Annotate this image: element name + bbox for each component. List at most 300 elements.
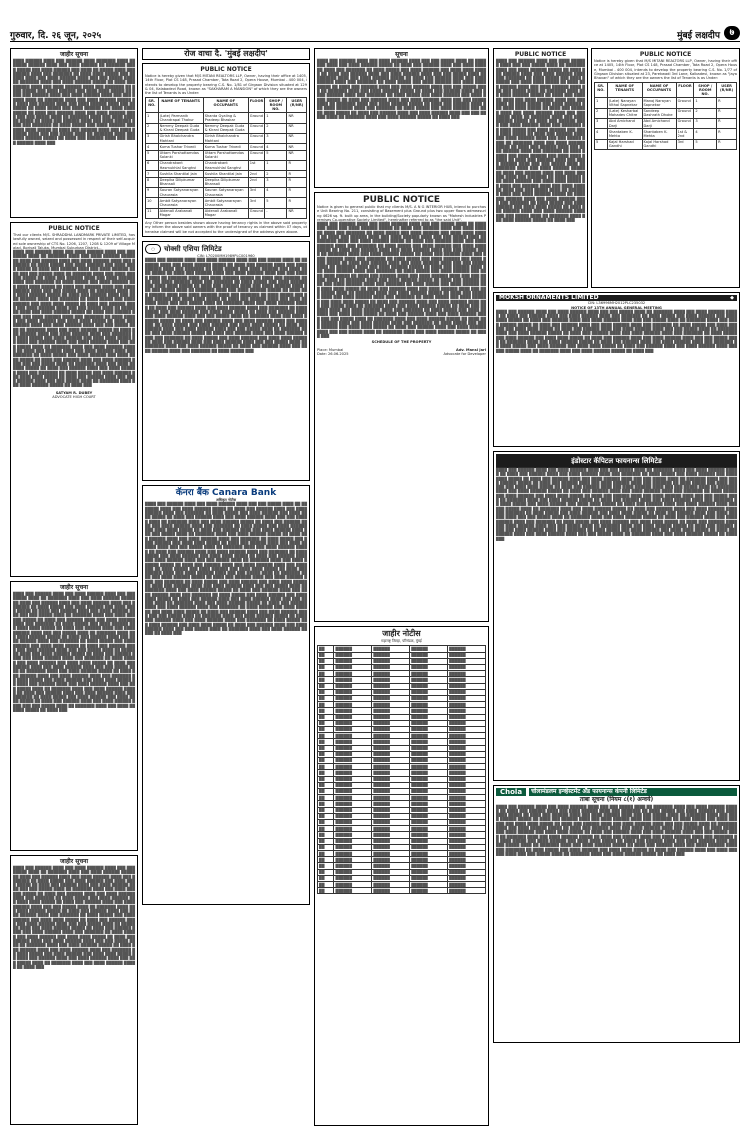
ang-notice-body: Notice is given to general public that my clients M/S. A N G INTERIOR HUB, intend to purchase Unit Bearing No. 211, consisting of Basement plus Ground plus two upper floors admeasuring 4626 sq. ft. built up area, in the building/Society popularly known as "Mahesh Industries Premises Co-operative Society Limited", hereinafter referred to as "the said Unit". — [317, 205, 486, 222]
table-cell: ██████ — [372, 851, 410, 857]
aarti-notice-body: ████ ███ ██████ ████ ███ ████ ██████ ████ ███ ███ █████ ████ ██ ███████ ████ ███ ████ ██████ █████ ██ ████ ███ ██████ ████ ███ ████ ██████ ████ ███ ███████ ██ ████ █████ ███ ████ ██████ ███ ████ ████ █████ ██ ████ ███ ██████ ████ ███ ████ ██████ ████ ███ ███ █████ ████ ██ ███████ ████ ███ ████ ██████ █████ ██ ████ ███ ██████ ████ ███ ████ ██████ ████ ███ ███████ ██ ████ █████ ███ ████ ██████ ███ ████ ████ █████ ██ ████ ███ ██████ ████ ███ ████ ██████ ████ ███ ███ █████ ████ ██ ███████ ████ ███ ████ ██████ █████ ██ ████ ███ ██████ ████ ███ ████ ██████ ████ ███ ███████ ██ ████ █████ ███ ████ ██████ ███ ████ ████ █████ ██ ████ ███ ██████ ████ ███ ████ ██████ ████ ███ ███ █████ ████ ██ ███████ ████ ███ ████ ██████ █████ ██ ████ ███ ██████ ████ ███ ████ ██████ ████ ███ ███████ ██ ████ █████ ███ ████ ██████ ███ ████ ████ █████ ██ ████ ███ ██████ ████ ███ ████ ██████ ████ ███ ███ █████ ████ ██ ███████ ████ ███ ████ ██████ █████ ██ ████ ███ ██████ ████ ███ ████ ██████ ████ ███ ███████ ██ ████ █████ ███ ████ ██████ ███ ████ ████ █████ ██ ████ ███ ██████ ████ ███ ████ ██████ ████ ███ ███ █████ ████ ██ ███████ ████ ███ ████ ██████ █████ ██ ████ ███ ██████ ████ ███ ████ ██████ ████ ███ ███████ ██ ████ █████ ███ ████ ██████ ███ ████ ████ █████ ██ ████ ███ ██████ ████ ███ ████ ██████ ████ ███ ███ █████ ████ ██ ███████ ████ ███ ████ ██████ █████ ██ ████ ███ — [496, 59, 585, 222]
page-header — [10, 28, 740, 42]
table-cell: 4 — [265, 187, 287, 197]
table-cell: ██████ — [410, 851, 448, 857]
ang-interior-notice — [314, 192, 489, 622]
legal-notice-filler: ████ ███ ██████ ████ ███ ████ ██████ ████ ███ ███ █████ ████ ██ ███████ ████ ███ ████ ██████ █████ ██ ████ ███ ██████ ████ ███ ████ ██████ ████ ███ ███████ ██ ████ █████ ███ ████ ██████ ███ ████ ████ █████ ██ ████ ███ ██████ ████ ███ ████ ██████ ████ ███ ███ █████ ████ ██ ███████ ████ ███ ████ ██████ █████ ██ ████ ███ ██████ ████ ███ ████ ██████ ████ ███ ███████ ██ ████ █████ ███ ████ ██████ ███ ████ ████ █████ ██ ████ ███ ██████ ████ ███ ████ ██████ ████ ███ ███ █████ ████ ██ ███████ ████ ███ ████ ██████ █████ ██ ████ ███ ██████ ████ ███ ████ ██████ ████ ███ ███████ ██ ████ █████ ███ ████ ██████ ███ ████ ████ █████ ██ ████ ███ ██████ ████ ███ ████ ██████ ████ ███ ███ █████ ████ ██ ███████ ████ ███ ████ ██████ █████ ██ ████ ███ ██████ ████ ███ ████ ██████ ████ ███ ███████ ██ ████ █████ ███ ████ ██████ ███ ████ ████ █████ ██ ████ ███ ██████ ████ ███ ████ ██████ ████ ███ ███ █████ ████ ██ ███████ ████ ███ ████ ██████ █████ ██ ████ ███ ██████ ████ ███ ████ ██████ ████ ███ ███████ ██ ████ █████ ███ ████ ██████ ███ ████ ████ █████ ██ ████ ███ ██████ ████ ███ ████ ██████ ████ ███ ███ █████ ████ ██ ███████ ████ ███ ████ ██████ █████ ██ ████ ███ ██████ ████ ███ ████ ██████ ████ ███ ███████ ██ ████ █████ ███ ████ ██████ ███ ████ ████ █████ ██ ████ ███ ██████ ████ ███ ████ ██████ ████ ███ ███ █████ ████ ██ ███████ ████ ███ ████ ██████ █████ ██ ████ ███ ██████ ████ ███ ████ ██████ ████ ███ ███████ ██ ████ █████ ███ ████ ██████ ███ ████ ████ █████ ██ ████ ███ ██████ ████ ███ ████ ██████ ████ ███ ███ █████ ████ ██ ███████ ████ ███ ████ ██████ █████ ██ ████ ███ — [13, 250, 135, 388]
table-cell: ██ — [318, 689, 334, 695]
table-cell: ██████ — [410, 652, 448, 658]
table-cell: Deepika Dilipkumar Bhansali — [158, 177, 203, 187]
table-cell: ██████ — [448, 826, 486, 832]
table-cell: ██████ — [372, 863, 410, 869]
sale-notice-body: ████ ███ ██████ ████ ███ ████ ██████ ████ ███ ███ █████ ████ ██ ███████ ████ ███ ████ ██████ █████ ██ ████ ███ ██████ ████ ███ ████ ██████ ████ ███ ███████ ██ ████ █████ ███ ████ ██████ ███ ████ ████ █████ ██ ████ ███ ██████ ████ ███ ████ ██████ ████ ███ ███ █████ ████ ██ ███████ ████ ███ ████ ██████ █████ ██ ████ ███ ██████ ████ ███ ████ ██████ ████ ███ ███████ ██ ████ █████ ███ ████ ██████ ███ ████ ████ █████ ██ ████ ███ ██████ ████ ███ ████ ██████ ████ ███ ███ █████ ████ ██ ███████ ████ ███ ████ ██████ █████ ██ ████ ███ ██████ ████ ███ ████ ██████ ████ ███ ███████ ██ ████ █████ ███ ████ ██████ ███ ████ ████ █████ ██ ████ ███ ██████ ████ ███ ████ ██████ ████ ███ ███ █████ ████ ██ ███████ ████ ███ ████ ██████ █████ ██ ████ ███ ██████ ████ ███ ████ ██████ ████ ███ ███████ ██ ████ █████ ███ ████ ██████ ███ ████ ████ █████ ██ ████ ███ ██████ ████ ███ ████ ██████ ████ ███ ███ █████ ████ ██ ███████ ████ ███ ████ ██████ █████ ██ ████ ███ — [317, 59, 486, 119]
table-cell: ██████ — [334, 714, 372, 720]
table-cell: ██████ — [334, 720, 372, 726]
table-cell: ██████ — [372, 658, 410, 664]
table-cell: ██ — [318, 770, 334, 776]
table-cell: ██████ — [372, 801, 410, 807]
table-cell: ██████ — [448, 745, 486, 751]
ang-notice-title: PUBLIC NOTICE — [362, 195, 440, 205]
table-cell: 5 — [595, 139, 608, 149]
table-cell: ██████ — [448, 764, 486, 770]
table-cell: ██████ — [410, 813, 448, 819]
table-cell: Kajal Harshad Gandhi — [607, 139, 642, 149]
jaya-bhavan-notice — [591, 48, 740, 288]
jaya-tenants-table — [594, 82, 737, 150]
table-cell: ██ — [318, 745, 334, 751]
table-cell: ██████ — [372, 733, 410, 739]
tenants-table — [145, 97, 307, 219]
table-cell: ██████ — [410, 683, 448, 689]
mitani-notice-title: PUBLIC NOTICE — [200, 66, 252, 73]
table-cell: NR — [287, 208, 307, 218]
table-cell: ██████ — [372, 882, 410, 888]
table-cell: ██████ — [372, 652, 410, 658]
table-cell: ██████ — [372, 819, 410, 825]
table-row — [146, 198, 307, 208]
table-cell: ██████ — [334, 888, 372, 894]
table-cell: ██████ — [448, 801, 486, 807]
table-cell: Manoj Narayan Sapnekar — [642, 98, 676, 108]
table-cell: ██████ — [448, 844, 486, 850]
table-cell: ██████ — [448, 658, 486, 664]
table-cell: ██ — [318, 708, 334, 714]
table-cell: Sandeep Dashrath Dhoke — [642, 108, 676, 118]
table-cell: ██████ — [334, 776, 372, 782]
table-cell: ██████ — [334, 795, 372, 801]
table-cell: ██████ — [448, 863, 486, 869]
table-cell: ██ — [318, 720, 334, 726]
table-cell: 1 — [595, 98, 608, 108]
table-cell: ██ — [318, 863, 334, 869]
table-row — [146, 160, 307, 170]
table-row — [595, 118, 737, 128]
canara-bank-sub: अधिकृत नोटीस — [215, 498, 237, 503]
column-1 — [10, 48, 138, 1138]
table-cell: 2 — [265, 123, 287, 133]
table-cell: ██████ — [334, 844, 372, 850]
table-cell: ██████ — [410, 832, 448, 838]
table-row — [318, 888, 486, 894]
table-cell: Ground — [248, 133, 265, 143]
table-cell: Sauran Satyanarayan Chaurasia — [203, 187, 248, 197]
table-cell: ██████ — [410, 739, 448, 745]
table-cell: ██████ — [372, 695, 410, 701]
moksh-ornaments-notice — [493, 292, 740, 447]
table-cell: Ambit Satyanarayan Chaurasia — [203, 198, 248, 208]
moksh-cin: CIN: L36996MH2012PLC235032 — [587, 301, 646, 306]
table-cell: 2 — [146, 123, 159, 133]
table-cell: NR — [287, 144, 307, 150]
table-cell: Ground — [248, 150, 265, 160]
table-cell: Girish Bhalchandra Mahtani — [158, 133, 203, 143]
table-cell: ██████ — [410, 751, 448, 757]
table-cell: Abd Amichand Darji — [607, 118, 642, 128]
table-cell: ██████ — [410, 658, 448, 664]
table-cell: ██████ — [334, 869, 372, 875]
table-cell: ██████ — [372, 875, 410, 881]
table-cell: ██ — [318, 882, 334, 888]
choksi-cin: CIN: L70200MH1989PLC001960 — [197, 254, 255, 259]
table-cell: ██ — [318, 677, 334, 683]
table-header-cell: USER (R/NR) — [287, 98, 307, 113]
table-cell: ██ — [318, 671, 334, 677]
table-cell: ██████ — [372, 857, 410, 863]
table-cell: 4 — [146, 144, 159, 150]
table-header-cell: NAME OF TENANTS — [158, 98, 203, 113]
table-cell: ██████ — [334, 739, 372, 745]
table-cell: ██████ — [410, 695, 448, 701]
table-cell: ██████ — [448, 807, 486, 813]
chola-notice-heading: ताबा सूचना (नियम ८(१) अन्वये) — [579, 796, 654, 804]
ang-notice-filler: ████ ███ ██████ ████ ███ ████ ██████ ████ ███ ███ █████ ████ ██ ███████ ████ ███ ████ ██████ █████ ██ ████ ███ ██████ ████ ███ ████ ██████ ████ ███ ███████ ██ ████ █████ ███ ████ ██████ ███ ████ ████ █████ ██ ████ ███ ██████ ████ ███ ████ ██████ ████ ███ ███ █████ ████ ██ ███████ ████ ███ ████ ██████ █████ ██ ████ ███ ██████ ████ ███ ████ ██████ ████ ███ ███████ ██ ████ █████ ███ ████ ██████ ███ ████ ████ █████ ██ ████ ███ ██████ ████ ███ ████ ██████ ████ ███ ███ █████ ████ ██ ███████ ████ ███ ████ ██████ █████ ██ ████ ███ ██████ ████ ███ ████ ██████ ████ ███ ███████ ██ ████ █████ ███ ████ ██████ ███ ████ ████ █████ ██ ████ ███ ██████ ████ ███ ████ ██████ ████ ███ ███ █████ ████ ██ ███████ ████ ███ ████ ██████ █████ ██ ████ ███ ██████ ████ ███ ████ ██████ ████ ███ ███████ ██ ████ █████ ███ ████ ██████ ███ ████ ████ █████ ██ ████ ███ ██████ ████ ███ ████ ██████ ████ ███ ███ █████ ████ ██ ███████ ████ ███ ████ ██████ █████ ██ ████ ███ ██████ ████ ███ ████ ██████ ████ ███ ███████ ██ ████ █████ ███ ████ ██████ ███ ████ ████ █████ ██ ████ ███ ██████ ████ ███ ████ ██████ ████ ███ ███ █████ ████ ██ ███████ ████ ███ ████ ██████ █████ ██ ████ ███ ██████ ████ ███ ████ ██████ ████ ███ ███████ ██ ████ █████ ███ ████ ██████ ███ ████ ████ █████ ██ ████ ███ ██████ ████ ███ ████ ██████ ████ ███ ███ █████ ████ ██ ███████ ████ ███ ████ ██████ █████ ██ ████ ███ ██████ ████ ███ ████ ██████ ████ ███ ███████ ██ ████ █████ ███ ████ ██████ ███ ████ ████ █████ ██ ████ ███ ██████ ████ ███ ████ ██████ ████ ███ ███ █████ ████ ██ ███████ ████ ███ ████ ██████ █████ ██ ████ ███ ██████ ████ ███ ████ ██████ ████ ███ ███████ ██ ████ █████ ███ ████ ██████ ███ ████ ████ █████ ██ ████ ███ ██████ ████ ███ ████ ██████ ████ ███ ███ █████ ████ ██ ███████ ████ ███ ████ ██████ █████ ██ ████ ███ — [317, 222, 486, 338]
jaya-notice-body: Notice is hereby given that M/S MITANI REALTORS LLP, Owner, having their office at 1405, 14th Floor, Plot CS 148, Prasad Chamber, Tata Road 2, Opera House, Mumbai - 400 004, intends to develop the property bearing C.S. No. 1/77 of Girgaon Division situated at 23, Parekwadi 3rd Lane, Kalbadevi, known as "Jaya Bhavan" of which they are the owners the list of Tenants is as Under: — [594, 59, 737, 81]
table-cell: R — [717, 118, 737, 128]
table-cell: R — [717, 108, 737, 118]
table-cell: ██████ — [448, 795, 486, 801]
table-cell: ██ — [318, 826, 334, 832]
table-cell: Abd Amichand Darji — [642, 118, 676, 128]
table-cell: (Late) Kesharbai Mahadev Chitre — [607, 108, 642, 118]
table-cell: Shantaben K. Mehta — [642, 129, 676, 139]
table-cell: Ground — [248, 123, 265, 133]
table-cell: ██████ — [334, 882, 372, 888]
table-cell: ██ — [318, 751, 334, 757]
table-cell: ██ — [318, 714, 334, 720]
table-cell: Aldenali Arabanali Magar — [203, 208, 248, 218]
jaahir-notice — [314, 626, 489, 1126]
table-cell: 3 — [595, 118, 608, 128]
table-cell: Ground — [249, 144, 264, 149]
moksh-company-name: MOKSH ORNAMENTS LIMITED — [499, 294, 599, 301]
table-cell: ██████ — [334, 857, 372, 863]
table-cell: ██████ — [334, 726, 372, 732]
aarti-public-notice — [493, 48, 588, 288]
table-cell: (Late) Parmanik Chandrapal Thakur — [158, 113, 203, 123]
table-cell: Ground — [248, 208, 265, 218]
table-cell: ██████ — [372, 832, 410, 838]
table-cell: R — [287, 187, 307, 197]
table-row — [146, 113, 307, 123]
table-cell: ██████ — [372, 838, 410, 844]
table-cell: ██████ — [372, 788, 410, 794]
second-notice-title: जाहीर सूचना — [59, 584, 89, 591]
table-cell: ██████ — [372, 869, 410, 875]
table-cell: Chandrakant Hasmukhlal Sanghvi — [158, 160, 203, 170]
table-cell: ██ — [318, 683, 334, 689]
table-cell: 9 — [146, 187, 159, 197]
table-cell: ██████ — [448, 689, 486, 695]
table-cell: ██████ — [448, 888, 486, 894]
table-cell: Shantaben K. Mehta — [607, 129, 642, 139]
table-cell: 5 — [265, 150, 287, 160]
table-cell: ██ — [318, 832, 334, 838]
column-4 — [493, 48, 740, 1138]
table-cell: 1st & 2nd — [676, 129, 694, 139]
table-row — [146, 150, 307, 160]
table-cell: Shanta Gyaling & Pradeep Bhaskar — [203, 113, 248, 123]
top-notice — [10, 48, 138, 218]
table-cell: (Late) Narayan Vithal Sapnekar — [607, 98, 642, 108]
table-header-cell: FLOOR — [248, 98, 265, 113]
table-cell: ██████ — [410, 875, 448, 881]
table-cell: 3 — [146, 133, 159, 143]
table-cell: ██████ — [372, 689, 410, 695]
table-cell: ██████ — [448, 782, 486, 788]
table-cell: NR — [287, 123, 307, 133]
table-cell: ██████ — [410, 788, 448, 794]
date-line: गुरुवार, दि. २६ जून, २०२५ — [10, 31, 102, 41]
table-cell: 4 — [694, 129, 717, 139]
table-cell: ██████ — [448, 720, 486, 726]
table-header-cell: NAME OF OCCUPANTS — [203, 98, 248, 113]
table-cell: ██████ — [372, 776, 410, 782]
sale-notice — [314, 48, 489, 188]
table-cell: ██████ — [334, 782, 372, 788]
jaya-notice-title: PUBLIC NOTICE — [639, 51, 692, 58]
table-cell: - — [265, 208, 287, 218]
mitani-public-notice — [142, 63, 310, 237]
table-cell: R — [287, 160, 307, 170]
table-cell: 1 — [146, 113, 159, 123]
table-cell: ██████ — [410, 795, 448, 801]
table-cell: ██████ — [334, 689, 372, 695]
table-cell: ██████ — [410, 888, 448, 894]
table-cell: ██████ — [334, 801, 372, 807]
table-row — [595, 139, 737, 149]
table-cell: ██████ — [448, 695, 486, 701]
jaahir-table — [317, 645, 486, 894]
moksh-agm-heading: NOTICE OF 13TH ANNUAL GENERAL MEETING — [571, 305, 662, 310]
table-cell: ██████ — [410, 882, 448, 888]
table-row — [595, 108, 737, 118]
table-cell: ██████ — [372, 702, 410, 708]
jaahir-notice-title: जाहीर नोटीस — [382, 629, 421, 638]
table-cell: ██████ — [448, 664, 486, 670]
table-cell: ██████ — [410, 807, 448, 813]
table-cell: ██████ — [334, 807, 372, 813]
page-number: ७ — [724, 26, 740, 40]
table-header-cell: SHOP / ROOM NO. — [694, 83, 717, 98]
table-cell: ██████ — [372, 782, 410, 788]
column-2 — [142, 48, 310, 1138]
table-cell: ██████ — [334, 671, 372, 677]
table-cell: ██████ — [334, 658, 372, 664]
table-cell: ██████ — [334, 863, 372, 869]
table-cell: ██████ — [334, 832, 372, 838]
table-cell: ██████ — [410, 863, 448, 869]
table-cell: ██ — [318, 857, 334, 863]
table-cell: ██████ — [372, 726, 410, 732]
table-cell: Kuma Tushar Trivedi — [158, 144, 203, 150]
jaahir-notice-sub: महाराष्ट्र जिल्हा, परिमंडळ, मुंबई — [381, 639, 422, 643]
table-cell: ██████ — [410, 646, 448, 652]
table-cell: ██ — [318, 664, 334, 670]
table-cell: ██████ — [448, 683, 486, 689]
table-cell: 1 — [265, 160, 287, 170]
table-cell: ██████ — [448, 671, 486, 677]
table-cell: ██ — [318, 652, 334, 658]
table-cell: 11 — [146, 208, 159, 218]
table-row — [146, 187, 307, 197]
table-cell: ██████ — [448, 714, 486, 720]
table-cell: ██████ — [410, 708, 448, 714]
second-notice-body: ████ ███ ██████ ████ ███ ████ ██████ ████ ███ ███ █████ ████ ██ ███████ ████ ███ ████ ██████ █████ ██ ████ ███ ██████ ████ ███ ████ ██████ ████ ███ ███████ ██ ████ █████ ███ ████ ██████ ███ ████ ████ █████ ██ ████ ███ ██████ ████ ███ ████ ██████ ████ ███ ███ █████ ████ ██ ███████ ████ ███ ████ ██████ █████ ██ ████ ███ ██████ ████ ███ ████ ██████ ████ ███ ███████ ██ ████ █████ ███ ████ ██████ ███ ████ ████ █████ ██ ████ ███ ██████ ████ ███ ████ ██████ ████ ███ ███ █████ ████ ██ ███████ ████ ███ ████ ██████ █████ ██ ████ ███ ██████ ████ ███ ████ ██████ ████ ███ ███████ ██ ████ █████ ███ ████ ██████ ███ ████ ████ █████ ██ ████ ███ ██████ ████ ███ ████ ██████ ████ ███ ███ █████ ████ ██ ███████ ████ ███ ████ ██████ █████ ██ ████ ███ ██████ ████ ███ ████ ██████ ████ ███ ███████ ██ ████ █████ ███ ████ ██████ ███ ████ ████ █████ ██ ████ ███ ██████ ████ ███ ████ ██████ ████ ███ ███ █████ ████ ██ ███████ ████ ███ ████ ██████ █████ ██ ████ ███ ██████ ████ ███ ████ ██████ ████ ███ ███████ ██ ████ █████ ███ ████ ██████ ███ ████ ████ █████ ██ ████ ███ ██████ ████ ███ ████ ██████ ████ ███ ███ █████ ████ ██ ███████ ████ ███ ████ ██████ █████ ██ ████ ███ ██████ ████ ███ ████ ██████ ████ ███ ███████ ██ ████ █████ ███ ████ ██████ ███ ████ ████ █████ ██ ████ ███ ██████ ████ ███ ████ ██████ ████ ███ ███ █████ ████ ██ ███████ ████ ███ ████ ██████ █████ ██ ████ ███ — [13, 592, 135, 713]
table-cell: ██████ — [372, 807, 410, 813]
table-cell: Girish Bhalchandra Mahtani — [203, 133, 248, 143]
table-cell: ██████ — [410, 745, 448, 751]
chola-notice — [493, 785, 740, 1043]
table-cell: ██████ — [334, 851, 372, 857]
table-cell: ██████ — [448, 882, 486, 888]
canara-bank-body: ████ ███ ██████ ████ ███ ████ ██████ ████ ███ ███ █████ ████ ██ ███████ ████ ███ ████ ██████ █████ ██ ████ ███ ██████ ████ ███ ████ ██████ ████ ███ ███████ ██ ████ █████ ███ ████ ██████ ███ ████ ████ █████ ██ ████ ███ ██████ ████ ███ ████ ██████ ████ ███ ███ █████ ████ ██ ███████ ████ ███ ████ ██████ █████ ██ ████ ███ ██████ ████ ███ ████ ██████ ████ ███ ███████ ██ ████ █████ ███ ████ ██████ ███ ████ ████ █████ ██ ████ ███ ██████ ████ ███ ████ ██████ ████ ███ ███ █████ ████ ██ ███████ ████ ███ ████ ██████ █████ ██ ████ ███ ██████ ████ ███ ████ ██████ ████ ███ ███████ ██ ████ █████ ███ ████ ██████ ███ ████ ████ █████ ██ ████ ███ ██████ ████ ███ ████ ██████ ████ ███ ███ █████ ████ ██ ███████ ████ ███ ████ ██████ █████ ██ ████ ███ ██████ ████ ███ ████ ██████ ████ ███ ███████ ██ ████ █████ ███ ████ ██████ ███ ████ ████ █████ ██ ████ ███ ██████ ████ ███ ████ ██████ ████ ███ ███ █████ ████ ██ ███████ ████ ███ ████ ██████ █████ ██ ████ ███ ██████ ████ ███ ████ ██████ ████ ███ ███████ ██ ████ █████ ███ ████ ██████ ███ ████ ████ █████ ██ ████ ███ ██████ ████ ███ ████ ██████ ████ ███ ███ █████ ████ ██ ███████ ████ ███ ████ ██████ █████ ██ ████ ███ ██████ ████ ███ ████ ██████ ████ ███ ███████ ██ ████ █████ ███ ████ ██████ ███ ████ ████ █████ ██ ████ ███ ██████ ████ ███ ████ ██████ ████ ███ ███ █████ ████ ██ ███████ ████ ███ ████ ██████ █████ ██ ████ ███ ██████ ████ ███ ████ ██████ ████ ███ ███████ ██ ████ █████ ███ ████ ██████ ███ ████ ████ █████ ██ ████ ███ ██████ ████ ███ ████ ██████ ████ ███ ███ █████ ████ ██ ███████ ████ ███ ████ ██████ █████ ██ ████ ███ ██████ ████ ███ ████ ██████ ████ ███ ███████ ██ ████ █████ ███ ████ ██████ ███ ████ ████ █████ ██ ████ ███ ██████ ████ ███ ████ ██████ ████ ███ ███ █████ ████ ██ ███████ ████ ███ ████ ██████ █████ ██ ████ ███ ██████ ████ ███ ████ ██████ ████ ███ ███████ ██ ████ █████ ███ ████ ██████ ███ ████ ████ █████ ██ ████ ███ ██████ ████ ███ ████ ██████ ████ ███ ███ █████ ████ ██ ███████ ████ ███ ████ ██████ █████ ██ ████ ███ — [145, 502, 307, 636]
table-cell: R — [717, 129, 737, 139]
table-cell: Deepika Dilipkumar Bhansali — [203, 177, 248, 187]
table-cell: ██████ — [448, 819, 486, 825]
date-label: Date: 26.06.2025 — [317, 351, 349, 356]
table-cell: ██████ — [334, 757, 372, 763]
table-cell: 5 — [265, 198, 287, 208]
signatory-name: SATYAM R. DUBEY — [55, 390, 93, 395]
table-cell: ██ — [318, 888, 334, 894]
table-cell: ██ — [318, 807, 334, 813]
table-cell: Ground — [676, 108, 694, 118]
table-cell: ██████ — [372, 764, 410, 770]
second-notice — [10, 581, 138, 851]
table-cell: ██████ — [410, 664, 448, 670]
table-cell: ██████ — [448, 832, 486, 838]
table-cell: ██████ — [372, 671, 410, 677]
table-cell: ██████ — [372, 751, 410, 757]
table-cell: ██████ — [448, 851, 486, 857]
table-row — [146, 133, 307, 143]
table-cell: ██ — [318, 875, 334, 881]
table-header-cell: NAME OF TENANTS — [607, 83, 642, 98]
table-cell: ██ — [318, 788, 334, 794]
table-cell: ██ — [318, 782, 334, 788]
third-notice-body: ████ ███ ██████ ████ ███ ████ ██████ ████ ███ ███ █████ ████ ██ ███████ ████ ███ ████ ██████ █████ ██ ████ ███ ██████ ████ ███ ████ ██████ ████ ███ ███████ ██ ████ █████ ███ ████ ██████ ███ ████ ████ █████ ██ ████ ███ ██████ ████ ███ ████ ██████ ████ ███ ███ █████ ████ ██ ███████ ████ ███ ████ ██████ █████ ██ ████ ███ ██████ ████ ███ ████ ██████ ████ ███ ███████ ██ ████ █████ ███ ████ ██████ ███ ████ ████ █████ ██ ████ ███ ██████ ████ ███ ████ ██████ ████ ███ ███ █████ ████ ██ ███████ ████ ███ ████ ██████ █████ ██ ████ ███ ██████ ████ ███ ████ ██████ ████ ███ ███████ ██ ████ █████ ███ ████ ██████ ███ ████ ████ █████ ██ ████ ███ ██████ ████ ███ ████ ██████ ████ ███ ███ █████ ████ ██ ███████ ████ ███ ████ ██████ █████ ██ ████ ███ ██████ ████ ███ ████ ██████ ████ ███ ███████ ██ ████ █████ ███ ████ ██████ ███ ████ ████ █████ ██ ████ ███ ██████ ████ ███ ████ ██████ ████ ███ ███ █████ ████ ██ ███████ ████ ███ ████ ██████ █████ ██ ████ ███ ██████ ████ ███ ████ ██████ ████ ███ ███████ ██ ████ █████ ███ ████ ██████ ███ ████ ████ █████ ██ ████ ███ ██████ ████ ███ ████ ██████ ████ ███ ███ █████ ████ ██ ███████ ████ ███ ████ ██████ █████ ██ ████ ███ — [13, 866, 135, 969]
table-cell: ██████ — [410, 764, 448, 770]
table-cell: ██████ — [334, 788, 372, 794]
third-notice-title: जाहीर सूचना — [59, 858, 89, 865]
table-cell: ██████ — [410, 714, 448, 720]
table-cell: ██████ — [448, 838, 486, 844]
table-cell: ██████ — [410, 857, 448, 863]
table-cell: ██████ — [448, 751, 486, 757]
table-cell: ██████ — [410, 677, 448, 683]
table-cell: Ground — [676, 98, 694, 108]
table-cell: ██████ — [448, 702, 486, 708]
choksi-logo: ◯ — [145, 244, 161, 254]
table-header-cell: SHOP / ROOM NO. — [265, 98, 287, 113]
table-cell: ██████ — [334, 702, 372, 708]
table-cell: 3rd — [248, 187, 265, 197]
table-cell: ██ — [318, 739, 334, 745]
table-cell: 1 — [694, 98, 717, 108]
table-cell: Kajal Harshad Gandhi — [642, 139, 676, 149]
table-cell: R — [717, 98, 737, 108]
table-cell: ██ — [318, 776, 334, 782]
table-cell: NR — [287, 113, 307, 123]
table-cell: 3 — [265, 133, 287, 143]
table-cell: Ground — [248, 113, 265, 123]
table-cell: ██████ — [410, 757, 448, 763]
table-cell: ██████ — [448, 708, 486, 714]
table-cell: ██████ — [410, 776, 448, 782]
table-cell: 3 — [265, 177, 287, 187]
table-cell: ██████ — [372, 844, 410, 850]
table-cell: 10 — [146, 198, 159, 208]
table-cell: ██████ — [448, 646, 486, 652]
table-cell: R — [717, 139, 737, 149]
table-cell: ██████ — [334, 813, 372, 819]
table-cell: ██████ — [372, 813, 410, 819]
table-cell: ██████ — [448, 875, 486, 881]
table-cell: ██ — [318, 733, 334, 739]
table-cell: ██████ — [410, 671, 448, 677]
column-3 — [314, 48, 489, 1138]
table-cell: ██ — [318, 869, 334, 875]
table-cell: ██████ — [334, 683, 372, 689]
table-cell: R — [287, 177, 307, 187]
table-cell: ██ — [318, 757, 334, 763]
table-cell: Sushila Shantilal Jain — [203, 171, 248, 177]
table-cell: ██████ — [372, 770, 410, 776]
table-cell: ██ — [318, 844, 334, 850]
table-cell: 6 — [146, 160, 159, 170]
table-cell: ██████ — [448, 813, 486, 819]
table-cell: ██████ — [448, 726, 486, 732]
table-cell: Sauran Satyanarayan Chaurasia — [158, 187, 203, 197]
advocate-name: Adv. Mansi Jari — [456, 347, 486, 352]
table-cell: ██████ — [334, 770, 372, 776]
table-cell: ██ — [318, 813, 334, 819]
table-cell: 3rd — [676, 139, 694, 149]
choksi-asia-notice — [142, 241, 310, 481]
table-cell: Ambit Satyanarayan Chaurasia — [158, 198, 203, 208]
table-cell: Uttam Parshottamdas Solanki — [158, 150, 203, 160]
table-cell: Uttam Parshottamdas Solanki — [203, 150, 248, 160]
table-cell: ██████ — [410, 869, 448, 875]
table-cell: ██████ — [334, 751, 372, 757]
table-cell: 3rd — [248, 198, 265, 208]
moksh-logo-icon: ◆ — [730, 295, 734, 301]
chola-company-name: चोलामंडलम इन्व्हेस्टमेंट अँड फायनान्स कंपनी लिमिटेड — [529, 788, 737, 796]
table-cell: ██████ — [410, 702, 448, 708]
table-cell: 2nd — [248, 171, 265, 177]
choksi-company-name: चोक्सी एशिया लिमिटेड — [164, 245, 222, 254]
table-cell: ██████ — [410, 844, 448, 850]
table-header-cell: USER (R/NR) — [717, 83, 737, 98]
table-cell: ██████ — [448, 739, 486, 745]
table-cell: ██████ — [334, 875, 372, 881]
table-cell: ██████ — [410, 726, 448, 732]
sale-notice-title: सूचना — [395, 51, 408, 58]
table-cell: ██████ — [410, 838, 448, 844]
place-label: Place: Mumbai — [317, 347, 344, 352]
table-cell: ██████ — [372, 757, 410, 763]
table-cell: ██████ — [372, 708, 410, 714]
table-cell: Aldenali Arabanali Magar — [158, 208, 203, 218]
table-cell: ██████ — [372, 683, 410, 689]
table-cell: ██████ — [372, 826, 410, 832]
top-notice-body: ████ ██████ ████ ███ ██████ ████ ███████ ████ ██ █████ ██████ ████ ███ ████ ██████ ██ ███████ ████ █████ ███ ████ ██████ ███ ████ ██ █████ ████ ███ ██████ ████ ███ ███████ ██ ████ ████ █████ ███ ██████ ████ ███ ████ ██████ ████ ███ ███ █████ ████ ██ ███████ ████ ███ ████ ██████ █████ ██ ████ ███ ██████ ████ ███ ████ ██████ ████ ███ ███████ ██ ████ █████ ███ ████ ██████ ███ ████ ████ █████ ██ ████ ███ ██████ ████ ███ ████ ██████ ████ ███ ███ █████ ████ ██ ███████ ████ ███ ████ ██████ █████ ██ ████ ███ ██████ ████ ███ ████ ██████ ████ ███ ███████ ██ ████ █████ ███ ████ ██████ ███ ████ ████ █████ ██ ████ ███ ██████ ████ ███ ████ ██████ ████ ███ ███ █████ ████ ██ ███████ ████ ███ ████ ██████ █████ ██ ████ ███ ██████ ████ ███ ████ ██████ ████ ███ ███████ ██ ████ █████ ███ ████ ██████ ███ ████ ████ █████ ██ ████ ███ ██████ ████ ███ ████ ██████ ████ ███ ███ █████ ████ ██ ███████ ████ ███ ████ ██████ █████ ██ ████ ███ ██████ ████ ███ ████ ██████ ████ ███ — [13, 59, 135, 145]
table-cell: ██████ — [372, 888, 410, 894]
table-cell: ██████ — [448, 776, 486, 782]
mitani-notice-body: Notice is hereby given that M/S MITANI REALTORS LLP, Owner, having their office at 1405, 14th Floor, Plot CS 148, Prasad Chamber, Tata Road 2, Opera House, Mumbai - 400 004, intends to develop the property bearing C.S. No. 1/81 of Girgaon Division situated at 129 & 04, Kalabadevi Road, known as "SAKHARAM A MANSION" of which they are the owners the list of Tenants is as Under: — [145, 74, 307, 96]
table-cell: Ground — [676, 118, 694, 128]
table-cell: ██████ — [410, 782, 448, 788]
